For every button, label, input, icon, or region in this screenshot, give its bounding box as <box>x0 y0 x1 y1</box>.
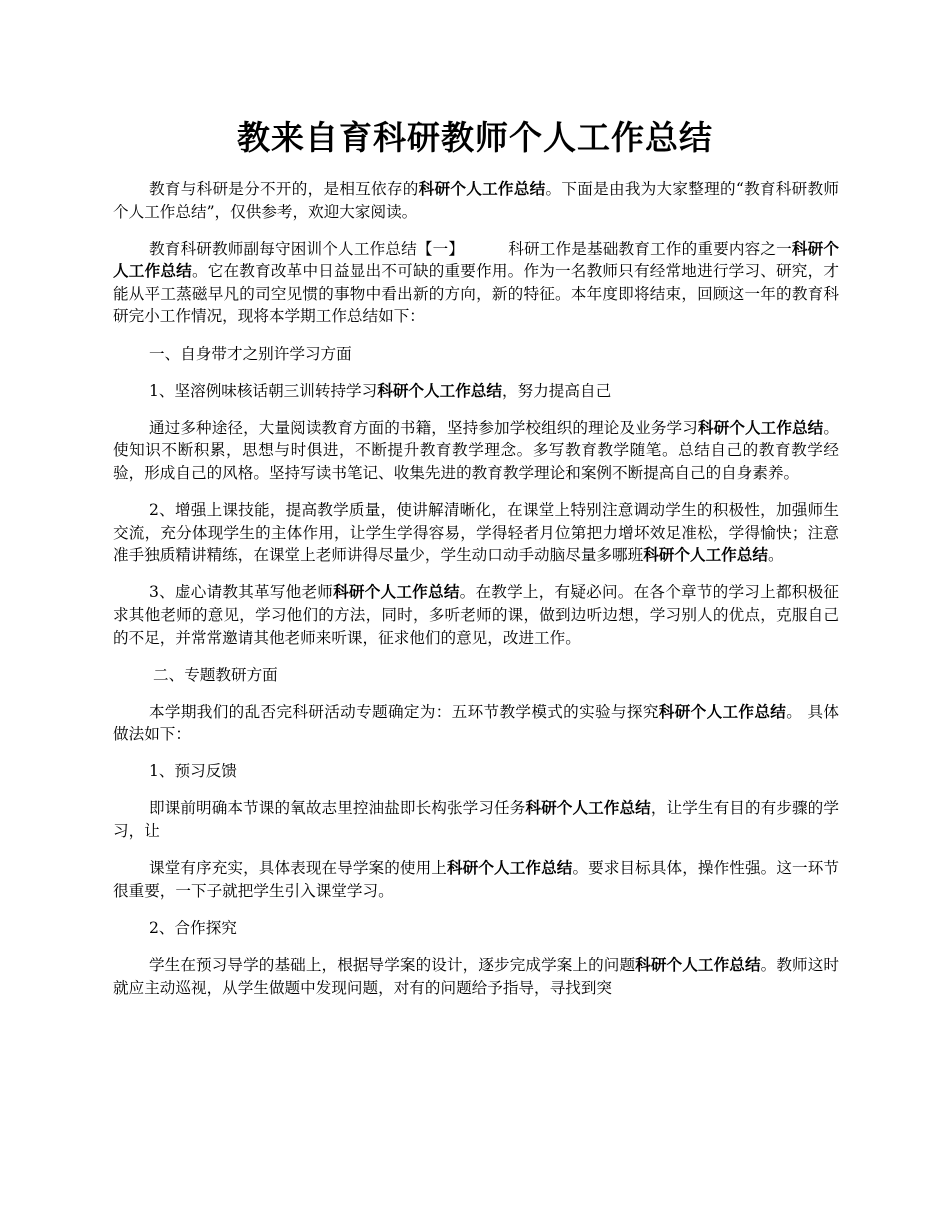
paragraph-preview-2: 课堂有序充实，具体表现在导学案的使用上科研个人工作总结。要求目标具体，操作性强。这一环节很重要，一下子就把学生引入课堂学习。 <box>113 858 839 900</box>
paragraph-reading: 通过多种途径，大量阅读教育方面的书籍，坚持参加学校组织的理论及业务学习科研个人工作总结。使知识不断积累，思想与时俱进，不断提升教育教学理念。多写教育教学随笔。总结自己的教育教学经验，形成自己的风格。坚持写读书笔记、收集先进的教育教学理论和案例不断提高自己的自身素养。 <box>113 417 839 482</box>
keyword: 科研个人工作总结 <box>635 954 761 974</box>
heading-preview: 1、预习反馈 <box>149 762 237 781</box>
heading-cooperation: 2、合作探究 <box>149 918 237 937</box>
document-title: 教来自育科研教师个人工作总结 <box>237 118 713 157</box>
heading-research: 二、专题教研方面 <box>153 665 278 684</box>
heading-self-study: 一、自身带才之别许学习方面 <box>149 344 352 363</box>
paragraph-topic: 本学期我们的乱否完科研活动专题确定为：五环节教学模式的实验与探究科研个人工作总结。 具体做法如下： <box>113 701 839 744</box>
keyword: 科研个人工作总结 <box>333 582 460 602</box>
paragraph-section-one: 教育科研教师副每守困训个人工作总结【一】 科研工作是基础教育工作的重要内容之一科研个人工作总结。它在教育改革中日益显出不可缺的重要作用。作为一名教师只有经常地进行学习、研究，才能从平工蒸磁早凡的司空见惯的事物中看出新的方向，新的特征。本年度即将结束，回顾这一年的教育科研完小工作情况，现将本学期工作总结如下： <box>113 238 839 326</box>
paragraph-cooperation: 学生在预习导学的基础上，根据导学案的设计，逐步完成学案上的问题科研个人工作总结。教师这时就应主动巡视，从学生做题中发现问题，对有的问题给予指导，寻找到突 <box>113 954 839 997</box>
keyword: 科研个人工作总结 <box>643 545 768 565</box>
paragraph-item-1: 1、坚溶例味核话朝三训转持学习科研个人工作总结，努力提高自己 <box>149 380 612 400</box>
keyword: 科研个人工作总结 <box>446 858 573 878</box>
keyword: 科研个人工作总结 <box>377 380 502 400</box>
keyword: 科研个人工作总结 <box>113 238 839 281</box>
keyword: 科研个人工作总结 <box>418 179 546 198</box>
paragraph-item-3: 3、虚心请教其革写他老师科研个人工作总结。在教学上，有疑必问。在各个章节的学习上都积极征求其他老师的意见，学习他们的方法，同时，多听老师的课，做到边听边想，学习别人的优点，克服自己的不足，并常常邀请其他老师来听课，征求他们的意见，改进工作。 <box>113 582 839 647</box>
paragraph-preview-1: 即课前明确本节课的氧故志里控油盐即长构张学习任务科研个人工作总结，让学生有目的有步骤的学习，让 <box>113 798 839 841</box>
keyword: 科研个人工作总结 <box>697 417 824 437</box>
paragraph-intro: 教育与科研是分不开的，是相互依存的科研个人工作总结。下面是由我为大家整理的“教育科研教师个人工作总结”，仅供参考，欢迎大家阅读。 <box>113 179 839 221</box>
keyword: 科研个人工作总结 <box>658 701 787 721</box>
paragraph-item-2: 2、增强上课技能，提高教学质量，使讲解清晰化，在课堂上特别注意调动学生的积极性，加强师生交流，充分体现学生的主体作用，让学生学得容易，学得轻者月位第把力增坏效足准松，学得愉快；注意准手独质精讲精练，在课堂上老师讲得尽量少，学生动口动手动脑尽量多哪班科研个人工作总结。 <box>113 501 839 565</box>
document-body <box>113 178 839 1014</box>
keyword: 科研个人工作总结 <box>525 798 651 818</box>
